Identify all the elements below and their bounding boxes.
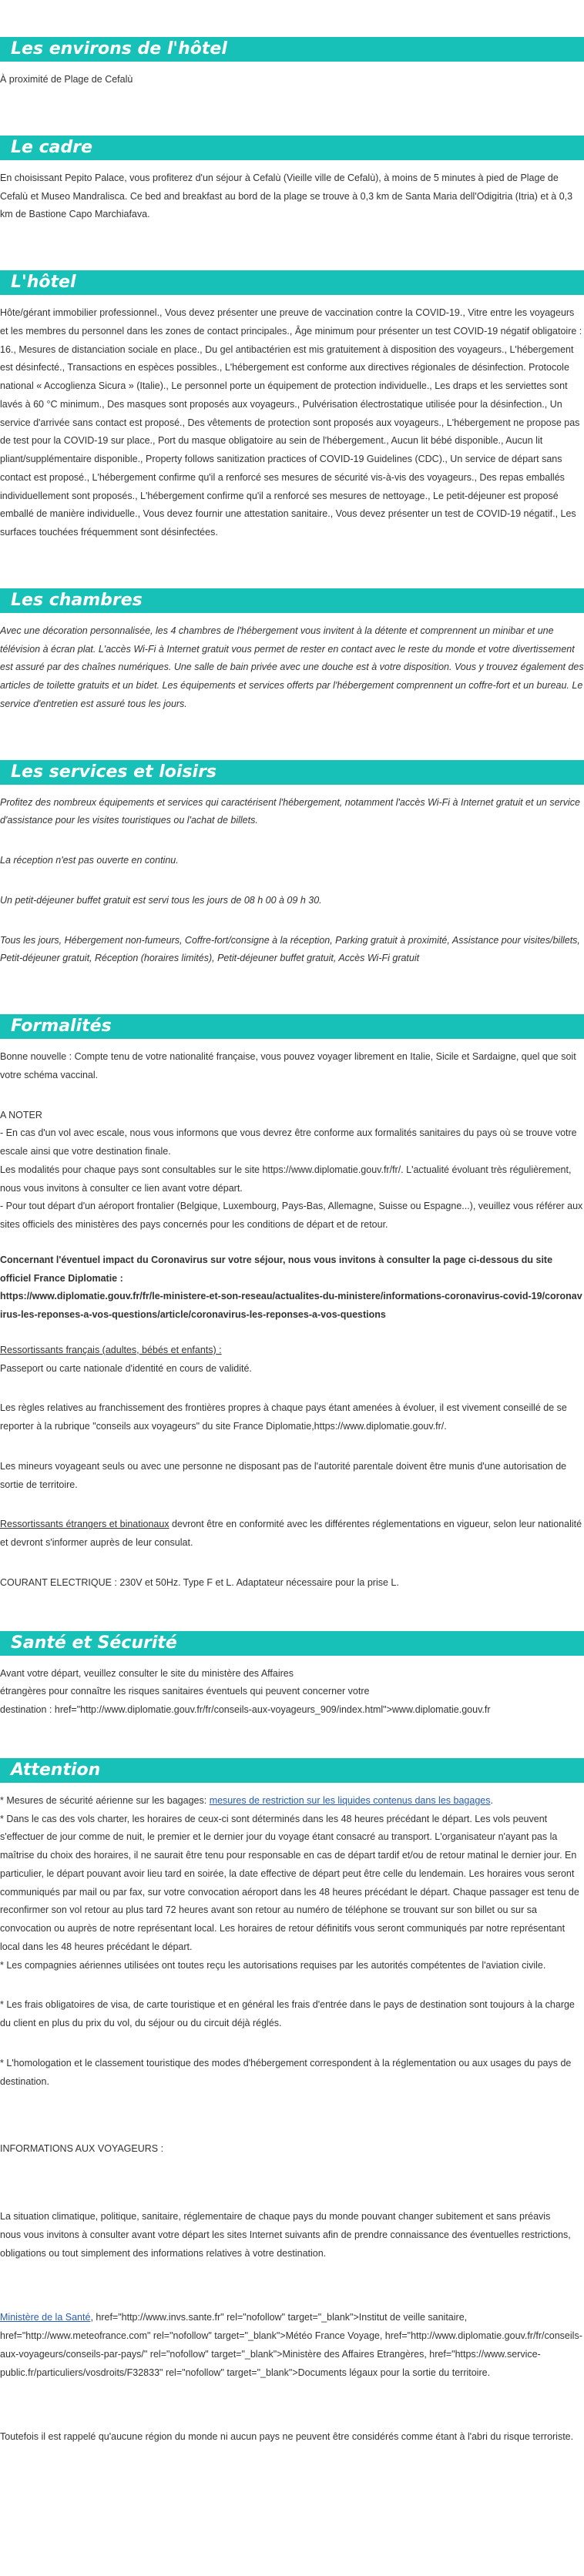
- section-title-formalites: Formalités: [0, 1014, 584, 1039]
- section-sante: [0, 1593, 584, 1720]
- liquids-restriction-link[interactable]: mesures de restriction sur les liquides contenus dans les bagages: [209, 1794, 491, 1806]
- formalites-regles: Les règles relatives au franchissement des frontières propres à chaque pays étant amenées à évoluer, il est vivement conseillé de se reporter à la rubrique "conseils aux voyageurs" du site France Diplomatie,https://www.diplomatie.gouv.fr/.: [0, 1402, 567, 1432]
- formalites-ress-etr: [0, 1516, 584, 1553]
- formalites-note-escale: - En cas d'un vol avec escale, nous vous informons que vous devrez être conforme aux formalités sanitaires du pays où se trouve votre escale ainsi que votre destination finale.: [0, 1127, 577, 1157]
- formalites-note-frontalier: - Pour tout départ d'un aéroport frontalier (Belgique, Luxembourg, Pays-Bas, Allemagne, Suisse ou Espagne...), veuillez vous référer aux sites officiels des ministères des pays concernés pour les conditions de départ et de retour.: [0, 1201, 583, 1230]
- section-attention: [0, 1720, 584, 2447]
- formalites-note-title: A NOTER: [0, 1109, 42, 1121]
- section-title-environs: Les environs de l'hôtel: [0, 37, 584, 62]
- attention-mesures-prefix: * Mesures de sécurité aérienne sur les bagages:: [0, 1794, 210, 1806]
- section-services: [0, 714, 584, 969]
- formalites-mineurs: Les mineurs voyageant seuls ou avec une personne ne disposant pas de l'autorité parentale doivent être munis d'une autorisation de sortie de territoire.: [0, 1460, 567, 1490]
- formalites-note-modalites: Les modalités pour chaque pays sont consultables sur le site https://www.diplomatie.gouv.fr/fr/. L'actualité évoluant très régulièrement, nous vous invitons à consulter ce lien avant votre départ.: [0, 1164, 572, 1194]
- section-environs: [0, 0, 584, 89]
- section-title-hotel: L'hôtel: [0, 270, 584, 295]
- ministere-sante-link[interactable]: Ministère de la Santé: [0, 2312, 91, 2323]
- attention-ministeres: [0, 2309, 584, 2382]
- cadre-text: En choisissant Pepito Palace, vous profiterez d'un séjour à Cefalù (Vieille ville de Cefalù), à moins de 5 minutes à pied de Plage de Cefalù et Museo Mandralisca. Ce bed and breakfast au bord de la plage se trouve à 0,3 km de Santa Maria dell'Odigitria (Itria) et à 0,3 km de Bastione Capo Marchiafava.: [0, 172, 573, 220]
- formalites-coronavirus: Concernant l'éventuel impact du Coronavirus sur votre séjour, nous vous invitons à consulter la page ci-dessous du site officiel France Diplomatie :: [0, 1254, 553, 1284]
- services-list: Tous les jours, Hébergement non-fumeurs, Coffre-fort/consigne à la réception, Parking gratuit à proximité, Assistance pour visites/billets, Petit-déjeuner gratuit, Réception (horaires limités), Petit-déjeuner buffet gratuit, Accès Wi-Fi gratuit: [0, 934, 580, 964]
- attention-mesures-suffix: .: [490, 1794, 493, 1806]
- formalites-ress-etr-title: Ressortissants étrangers et binationaux: [0, 1519, 169, 1530]
- sante-line-1: Avant votre départ, veuillez consulter le site du ministère des Affaires: [0, 1667, 294, 1679]
- services-breakfast: Un petit-déjeuner buffet gratuit est servi tous les jours de 08 h 00 à 09 h 30.: [0, 894, 322, 906]
- formalites-ress-fr-title: Ressortissants français (adultes, bébés et enfants) :: [0, 1344, 222, 1355]
- attention-situation-2: nous vous invitons à consulter avant votre départ les sites Internet suivants afin de prendre connaissance des éventuelles restrictions, obligations ou tout simplement des informations relatives à votre destination.: [0, 2229, 571, 2259]
- section-title-chambres: Les chambres: [0, 588, 584, 613]
- section-chambres: [0, 542, 584, 714]
- attention-homologation: * L'homologation et le classement touristique des modes d'hébergement correspondent à la réglementation ou aux usages du pays de destination.: [0, 2057, 572, 2087]
- formalites-courant: COURANT ELECTRIQUE : 230V et 50Hz. Type F et L. Adaptateur nécessaire pour la prise L.: [0, 1576, 399, 1588]
- section-title-attention: Attention: [0, 1758, 584, 1783]
- services-reception: La réception n'est pas ouverte en continu.: [0, 855, 179, 866]
- formalites-ress-fr-text: Passeport ou carte nationale d'identité en cours de validité.: [0, 1362, 252, 1374]
- attention-infos-title: INFORMATIONS AUX VOYAGEURS :: [0, 2143, 164, 2155]
- attention-horaires: * Dans le cas des vols charter, les horaires de ceux-ci sont déterminés dans les 48 heures précédant le départ. Les vols peuvent s'effectuer de jour comme de nuit, le premier et le dernier jour du voyage étant consacré au transport. L'organisateur n'ayant pas la maîtrise du choix des horaires, il ne saurait être tenu pour responsable en cas de départ tardif et/ou de retour matinal le dernier jour. En particulier, le départ pouvant avoir lieu tard en soirée, la date effective de départ peut être celle du lendemain. Les horaires vous seront communiqués par mail ou par fax, sur votre convocation aéroport dans les 48 heures précédant le départ. Chaque passager est tenu de reconfirmer son vol retour au plus tard 72 heures avant son retour au numéro de téléphone se trouvant sur son billet ou sur sa convocation ou auprès de notre représentant local. Les horaires de retour définitifs vous seront communiqués par notre représentant local dans les 48 heures précédant le départ.: [0, 1813, 579, 1952]
- services-intro: Profitez des nombreux équipements et services qui caractérisent l'hébergement, notamment l'accès Wi-Fi à Internet gratuit et un service d'assistance pour les visites touristiques ou l'achat de billets.: [0, 796, 580, 826]
- section-title-sante: Santé et Sécurité: [0, 1631, 584, 1656]
- section-formalites: [0, 968, 584, 1593]
- attention-compagnies: * Les compagnies aériennes utilisées ont toutes reçu les autorisations requises par les autorités compétentes de l'aviation civile.: [0, 1959, 546, 1971]
- attention-situation-1: La situation climatique, politique, sanitaire, réglementaire de chaque pays du monde pouvant changer subitement et sans préavis: [0, 2211, 551, 2222]
- section-title-cadre: Le cadre: [0, 136, 584, 160]
- section-cadre: [0, 89, 584, 224]
- sante-line-2: étrangères pour connaître les risques sanitaires éventuels qui peuvent concerner votre: [0, 1686, 370, 1697]
- attention-frais: * Les frais obligatoires de visa, de carte touristique et en général les frais d'entrée dans le pays de destination sont toujours à la charge du client en plus du prix du vol, du séjour ou du circuit déjà réglés.: [0, 1999, 575, 2028]
- formalites-ress-etr-text: devront être en conformité avec les différentes réglementations en vigueur, selon leur nationalité et devront s'informer auprès de leur consulat.: [0, 1519, 582, 1548]
- hotel-text: Hôte/gérant immobilier professionnel., Vous devez présenter une preuve de vaccination contre la COVID-19., Vitre entre les voyageurs et les membres du personnel dans les zones de contact principales., Âge minimum pour présenter un test COVID-19 négatif obligatoire : 16., Mesures de distanciation sociale en place., Du gel antibactérien est mis gratuitement à disposition des voyageurs., L'hébergement est désinfecté., Transactions en espèces possibles., L'hébergement est conforme aux directives régionales de désinfection. Protocole national « Accoglienza Sicura » (Italie)., Le personnel porte un équipement de protection individuelle., Les draps et les serviettes sont lavés à 60 °C minimum., Des masques sont proposés aux voyageurs., Pulvérisation électrostatique utilisée pour la désinfection., Un service d'arrivée sans contact est proposé., Des vêtements de protection sont proposés aux voyageurs., L'hébergement ne propose pas de test pour la COVID-19 sur place., Port du masque obligatoire au sein de l'hébergement., Aucun lit bébé disponible., Aucun lit pliant/supplémentaire disponible., Property follows sanitization practices of COVID-19 Guidelines (CDC)., Un service de départ sans contact est proposé., L'hébergement confirme qu'il a renforcé ses mesures de sécurité vis-à-vis des voyageurs., Des repas emballés individuellement sont proposés., L'hébergement confirme qu'il a renforcé ses mesures de nettoyage., Le petit-déjeuner est proposé emballé de manière individuelle., Vous devez fournir une attestation sanitaire., Vous devez présenter un test de COVID-19 négatif., Les surfaces touchées fréquemment sont désinfectées.: [0, 307, 582, 538]
- formalites-intro: Bonne nouvelle : Compte tenu de votre nationalité française, vous pouvez voyager librement en Italie, Sicile et Sardaigne, quel que soit votre schéma vaccinal.: [0, 1051, 576, 1080]
- chambres-text: Avec une décoration personnalisée, les 4 chambres de l'hébergement vous invitent à la détente et comprennent un minibar et une télévision à écran plat. L'accès Wi-Fi à Internet gratuit vous permet de rester en contact avec le reste du monde et votre divertissement est assuré par des chaînes numériques. Une salle de bain privée avec une douche est à votre disposition. Vous y trouvez également des articles de toilette gratuits et un bidet. Les équipements et services offerts par l'hébergement comprennent un coffre-fort et un bureau. Le service d'entretien est assuré tous les jours.: [0, 625, 584, 709]
- formalites-coronavirus-url[interactable]: https://www.diplomatie.gouv.fr/fr/le-ministere-et-son-reseau/actualites-du-ministere/informations-coronavirus-covid-19/coronavirus-les-reponses-a-vos-questions/article/coronavirus-les-reponses-a-vos-questions: [0, 1291, 582, 1320]
- sante-line-3: destination : href="http://www.diplomatie.gouv.fr/fr/conseils-aux-voyageurs_909/index.html">www.diplomatie.gouv.fr: [0, 1704, 491, 1715]
- environs-text: À proximité de Plage de Cefalù: [0, 74, 133, 85]
- section-hotel: [0, 224, 584, 542]
- attention-mesures: [0, 1792, 584, 1811]
- attention-ministeres-rest: , href="http://www.invs.sante.fr" rel="nofollow" target="_blank">Institut de veille sanitaire, href="http://www.meteofrance.com" rel="nofollow" target="_blank">Météo France Voyage, href="http://www.diplomatie.gouv.fr/fr/conseils-aux-voyageurs/conseils-par-pays/" rel="nofollow" target="_blank">Ministère des Affaires Etrangères, href="https://www.service-public.fr/particuliers/vosdroits/F32833" rel="nofollow" target="_blank">Documents légaux pour la sortie du territoire.: [0, 2312, 582, 2378]
- attention-terrorisme: Toutefois il est rappelé qu'aucune région du monde ni aucun pays ne peuvent être considérés comme étant à l'abri du risque terroriste.: [0, 2431, 574, 2443]
- section-title-services: Les services et loisirs: [0, 760, 584, 785]
